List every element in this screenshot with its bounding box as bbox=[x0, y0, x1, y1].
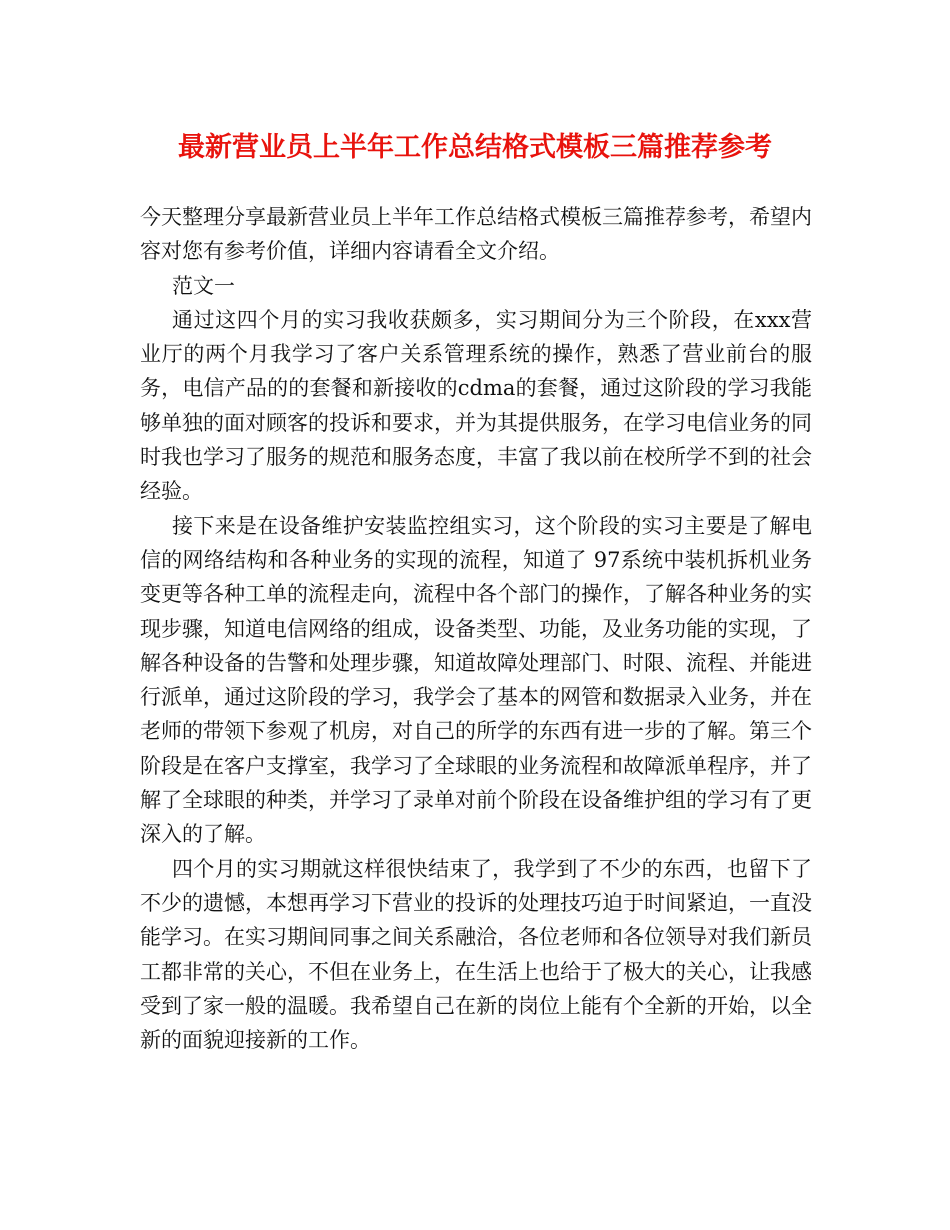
document-title: 最新营业员上半年工作总结格式模板三篇推荐参考 bbox=[178, 132, 772, 163]
section-heading: 范文一 bbox=[172, 273, 235, 298]
body-paragraph: 四个月的实习期就这样很快结束了，我学到了不少的东西，也留下了不少的遗憾，本想再学习下营业的投诉的处理技巧迫于时间紧迫，一直没能学习。在实习期间同事之间关系融洽，各位老师和各位领导对我们新员工都非常的关心，不但在业务上，在生活上也给于了极大的关心，让我感受到了家一般的温暖。我希望自己在新的岗位上能有个全新的开始，以全新的面貌迎接新的工作。 bbox=[140, 856, 812, 1053]
document-body bbox=[140, 200, 812, 1057]
intro-paragraph: 今天整理分享最新营业员上半年工作总结格式模板三篇推荐参考，希望内容对您有参考价值，详细内容请看全文介绍。 bbox=[140, 205, 812, 264]
body-paragraph: 接下来是在设备维护安装监控组实习，这个阶段的实习主要是了解电信的网络结构和各种业务的实现的流程，知道了 97系统中装机拆机业务变更等各种工单的流程走向，流程中各个部门的操作，了解各种业务的实现步骤，知道电信网络的组成，设备类型、功能，及业务功能的实现，了解各种设备的告警和处理步骤，知道故障处理部门、时限、流程、并能进行派单，通过这阶段的学习，我学会了基本的网管和数据录入业务，并在老师的带领下参观了机房，对自己的所学的东西有进一步的了解。第三个阶段是在客户支撑室，我学习了全球眼的业务流程和故障派单程序，并了解了全球眼的种类，并学习了录单对前个阶段在设备维护组的学习有了更深入的了解。 bbox=[140, 513, 812, 847]
body-paragraph: 通过这四个月的实习我收获颇多，实习期间分为三个阶段，在xxx营业厅的两个月我学习了客户关系管理系统的操作，熟悉了营业前台的服务，电信产品的的套餐和新接收的cdma的套餐，通过这阶段的学习我能够单独的面对顾客的投诉和要求，并为其提供服务，在学习电信业务的同时我也学习了服务的规范和服务态度，丰富了我以前在校所学不到的社会经验。 bbox=[140, 307, 812, 504]
